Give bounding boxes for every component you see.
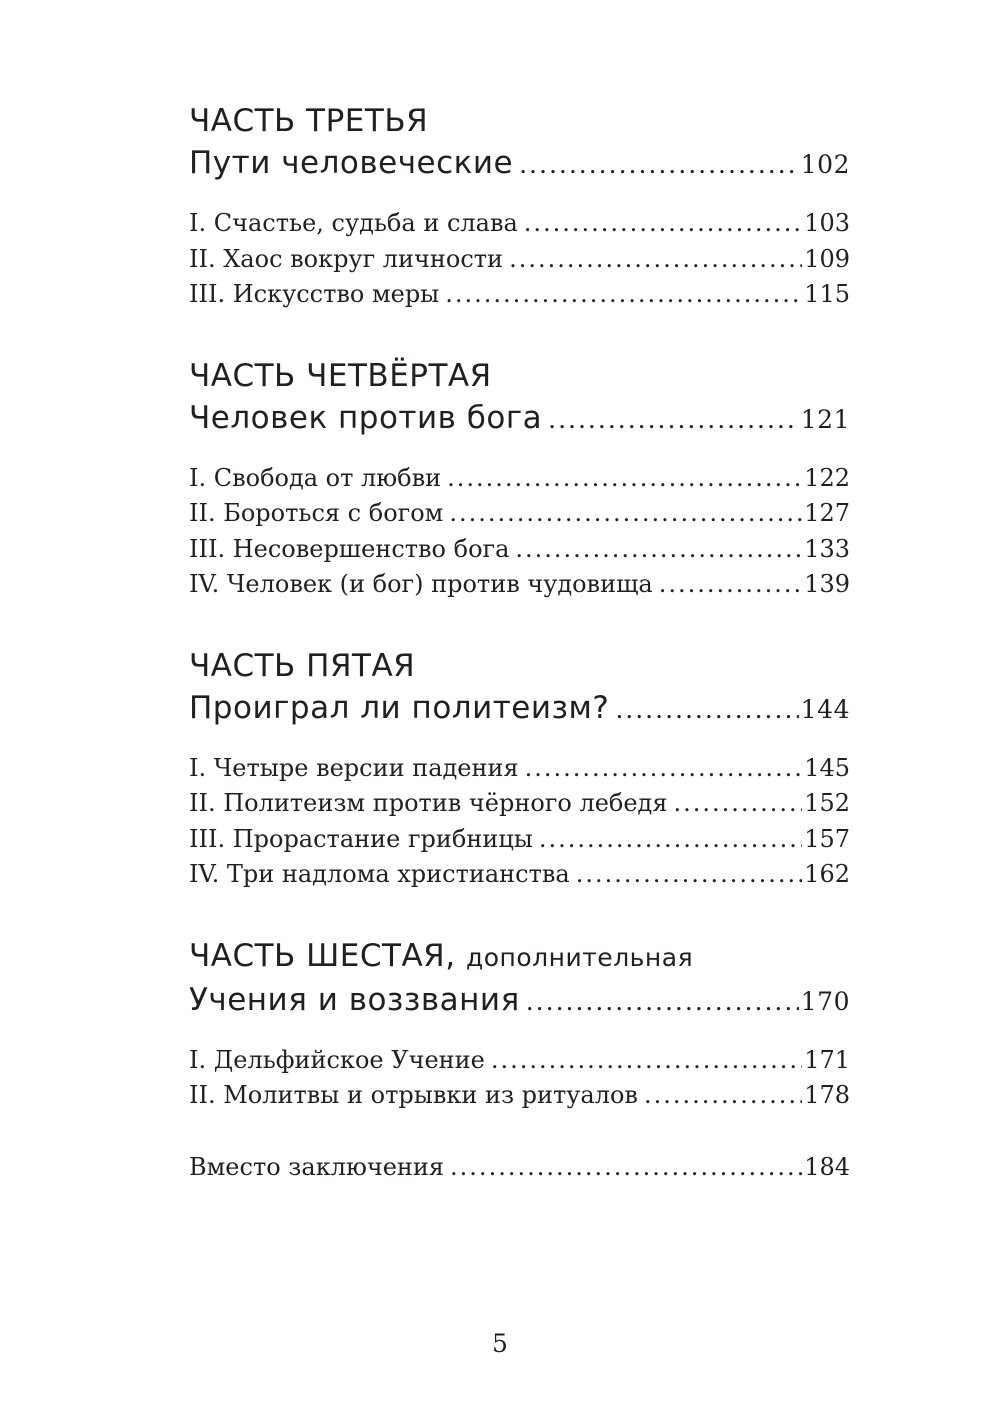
- chapter-page-number: 103: [804, 209, 850, 237]
- chapter-page-number: 133: [804, 534, 850, 563]
- leader-dots: [447, 461, 802, 497]
- part-title: Проиграл ли политеизм?: [189, 689, 610, 726]
- chapter-entry[interactable]: [189, 496, 850, 532]
- chapter-page-number: 109: [804, 244, 850, 273]
- chapter-entry[interactable]: [189, 751, 850, 787]
- chapter-title: I. Свобода от любви: [189, 463, 442, 492]
- chapter-entry[interactable]: [189, 206, 850, 242]
- chapter-entry[interactable]: [189, 857, 850, 893]
- chapter-list: [189, 751, 850, 893]
- part-page-number: 144: [800, 694, 850, 724]
- chapter-entry[interactable]: [189, 567, 850, 603]
- chapter-page-number: 127: [804, 499, 850, 527]
- leader-dots: [526, 979, 799, 1025]
- chapter-list: [189, 461, 850, 603]
- part-label-text: ЧАСТЬ ТРЕТЬЯ: [189, 103, 429, 139]
- page-number: 5: [492, 1329, 508, 1358]
- chapter-entry[interactable]: [189, 277, 850, 313]
- part-label: [189, 937, 850, 977]
- chapter-list: [189, 1043, 850, 1114]
- chapter-title: III. Прорастание грибницы: [189, 824, 533, 853]
- part-title-entry[interactable]: [189, 395, 850, 443]
- leader-dots: [450, 1150, 802, 1186]
- leader-dots: [525, 751, 803, 787]
- toc-part: [189, 937, 850, 1114]
- chapter-title: III. Искусство меры: [189, 280, 440, 308]
- leader-dots: [445, 277, 802, 313]
- chapter-page-number: 178: [804, 1081, 850, 1109]
- leader-dots: [524, 206, 802, 242]
- chapter-page-number: 171: [804, 1045, 850, 1074]
- part-page-number: 121: [800, 404, 850, 434]
- chapter-entry[interactable]: [189, 532, 850, 568]
- part-label-text: ЧАСТЬ ШЕСТАЯ,: [189, 937, 456, 974]
- chapter-title: IV. Три надлома христианства: [189, 860, 570, 888]
- chapter-title: I. Четыре версии падения: [189, 753, 519, 782]
- leader-dots: [673, 786, 802, 822]
- chapter-title: III. Несовершенство бога: [189, 534, 510, 563]
- closing-title: Вместо заключения: [189, 1152, 445, 1181]
- chapter-entry[interactable]: [189, 461, 850, 497]
- part-label: [189, 102, 850, 140]
- leader-dots: [449, 496, 802, 532]
- toc-part: [189, 647, 850, 893]
- part-title: Учения и воззвания: [189, 981, 520, 1018]
- part-label: [189, 357, 850, 395]
- chapter-entry[interactable]: [189, 242, 850, 278]
- leader-dots: [491, 1043, 802, 1079]
- closing-page-number: 184: [804, 1152, 850, 1181]
- chapter-page-number: 122: [804, 463, 850, 492]
- chapter-title: IV. Человек (и бог) против чудовища: [189, 570, 653, 598]
- leader-dots: [615, 687, 798, 733]
- chapter-title: I. Счастье, судьба и слава: [189, 209, 518, 237]
- part-title-entry[interactable]: [189, 140, 850, 188]
- part-page-number: 170: [800, 986, 850, 1016]
- toc-part: [189, 102, 850, 313]
- chapter-title: II. Молитвы и отрывки из ритуалов: [189, 1081, 638, 1109]
- chapter-title: I. Дельфийское Учение: [189, 1045, 485, 1074]
- chapter-entry[interactable]: [189, 1078, 850, 1114]
- chapter-entry[interactable]: [189, 1043, 850, 1079]
- leader-dots: [509, 242, 802, 278]
- leader-dots: [519, 142, 799, 188]
- leader-dots: [659, 567, 803, 603]
- closing-entry[interactable]: [189, 1150, 850, 1186]
- part-title-entry[interactable]: [189, 977, 850, 1025]
- chapter-list: [189, 206, 850, 313]
- chapter-page-number: 157: [804, 824, 850, 853]
- chapter-page-number: 139: [804, 570, 850, 598]
- table-of-contents: [189, 102, 850, 1185]
- toc-part: [189, 357, 850, 603]
- chapter-page-number: 162: [804, 860, 850, 888]
- part-label: [189, 647, 850, 685]
- leader-dots: [576, 857, 802, 893]
- chapter-title: II. Политеизм против чёрного лебедя: [189, 789, 668, 817]
- part-page-number: 102: [800, 150, 850, 179]
- leader-dots: [539, 822, 802, 858]
- chapter-title: II. Бороться с богом: [189, 499, 444, 527]
- part-label-text: ЧАСТЬ ЧЕТВЁРТАЯ: [189, 357, 492, 394]
- chapter-page-number: 145: [804, 753, 850, 782]
- chapter-title: II. Хаос вокруг личности: [189, 244, 504, 273]
- leader-dots: [515, 532, 802, 568]
- leader-dots: [548, 397, 799, 443]
- chapter-page-number: 115: [804, 280, 850, 308]
- part-title-entry[interactable]: [189, 685, 850, 733]
- part-title: Пути человеческие: [189, 145, 514, 181]
- part-title: Человек против бога: [189, 399, 543, 436]
- part-label-suffix: дополнительная: [465, 942, 694, 972]
- chapter-entry[interactable]: [189, 786, 850, 822]
- leader-dots: [644, 1078, 802, 1114]
- part-label-text: ЧАСТЬ ПЯТАЯ: [189, 647, 416, 684]
- chapter-page-number: 152: [804, 789, 850, 817]
- chapter-entry[interactable]: [189, 822, 850, 858]
